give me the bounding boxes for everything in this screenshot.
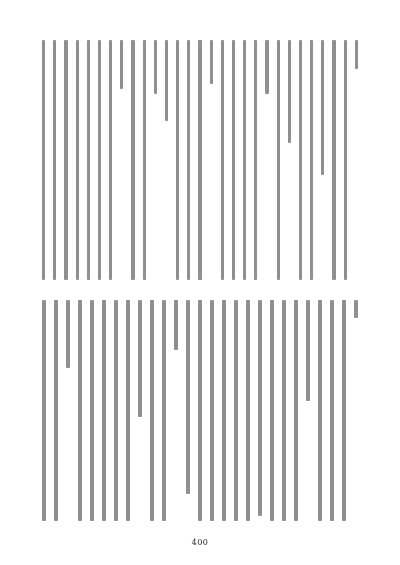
text-line (187, 40, 190, 280)
text-line (90, 300, 93, 521)
text-line (198, 40, 201, 280)
text-line (277, 40, 280, 280)
text-line (270, 300, 273, 521)
text-line (186, 300, 189, 494)
text-line (109, 40, 112, 280)
text-line (344, 40, 347, 280)
text-line (54, 300, 57, 521)
text-line (126, 300, 129, 521)
text-line (306, 300, 309, 401)
text-line (76, 40, 79, 280)
text-line (258, 300, 261, 516)
text-line (234, 300, 237, 521)
text-line (330, 300, 333, 521)
text-line (66, 300, 69, 368)
text-line (131, 40, 134, 280)
text-line (176, 40, 179, 280)
text-line (321, 40, 324, 175)
text-line (120, 40, 123, 89)
text-line (254, 40, 257, 280)
text-line (299, 40, 302, 280)
text-line (198, 300, 201, 521)
text-line (42, 40, 45, 280)
text-line (165, 40, 168, 121)
text-line (210, 40, 213, 84)
text-line (162, 300, 165, 521)
text-line (150, 300, 153, 521)
text-line (138, 300, 141, 417)
text-line (210, 300, 213, 521)
text-line (342, 300, 345, 521)
text-line (243, 40, 246, 280)
lower-text-block (38, 300, 362, 525)
text-line (154, 40, 157, 94)
text-line (42, 300, 45, 521)
text-line (98, 40, 101, 280)
text-line (232, 40, 235, 280)
text-line (355, 40, 358, 69)
text-line (174, 300, 177, 350)
text-line (87, 40, 90, 280)
text-line (222, 300, 225, 521)
text-line (64, 40, 67, 280)
text-line (332, 40, 335, 280)
text-line (310, 40, 313, 280)
text-line (246, 300, 249, 521)
text-line (265, 40, 268, 94)
page-number: 400 (191, 538, 209, 547)
text-line (318, 300, 321, 521)
text-line (221, 40, 224, 280)
text-line (143, 40, 146, 280)
text-line (282, 300, 285, 521)
text-line (53, 40, 56, 280)
text-line (102, 300, 105, 521)
text-line (78, 300, 81, 521)
text-line (288, 40, 291, 143)
text-line (354, 300, 357, 318)
text-line (114, 300, 117, 521)
text-line (294, 300, 297, 521)
upper-text-block (38, 40, 362, 285)
